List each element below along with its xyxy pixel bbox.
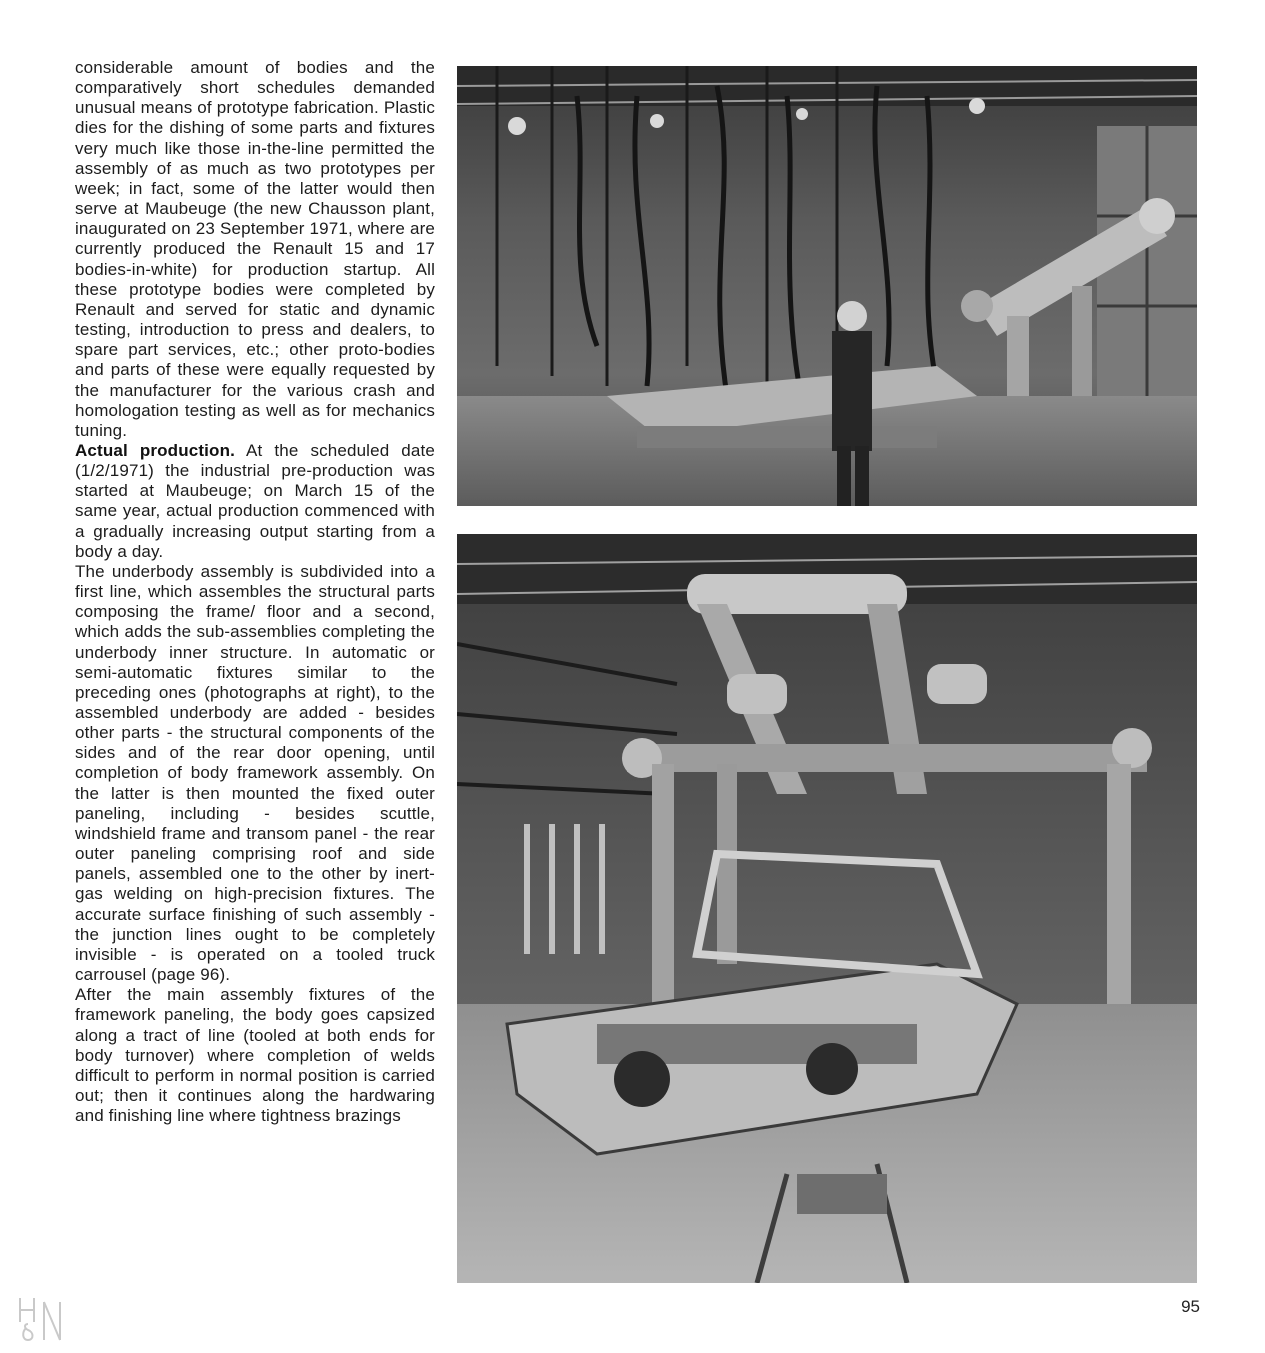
- page-number: 95: [1181, 1297, 1200, 1316]
- paragraph-body: At the scheduled date (1/2/1971) the industrial pre-production was started at Maubeuge; on March 15 of the same year, actual production commenced with a gradually increasing output starting from a body a day.: [75, 440, 435, 561]
- paragraph-framework-paneling: [75, 985, 435, 1126]
- paragraph-underbody-assembly: [75, 562, 435, 985]
- paragraph-actual-production: [75, 441, 435, 562]
- article-text-column: [75, 58, 435, 1126]
- welding-fixtures-illustration: [457, 66, 1197, 506]
- body-assembly-illustration: [457, 534, 1197, 1283]
- paragraph-body: After the main assembly fixtures of the framework paneling, the body goes capsized along a tract of line (tooled at both ends for body turnover) where completion of welds difficult to perform in normal position is carried out; then it continues along the hardwaring and finishing line where tightness brazings: [75, 985, 435, 1126]
- paragraph-heading: Actual production.: [75, 440, 235, 460]
- paragraph-body: considerable amount of bodies and the comparatively short schedules demanded unusual means of prototype fabrication. Plastic dies for the dishing of some parts and fixtures very much like those in-the-line permitted the assembly of as much as two prototypes per week; in fact, some of the latter would then serve at Maubeuge (the new Chausson plant, inaugurated on 23 September 1971, where are currently produced the Renault 15 and 17 bodies-in-white) for production startup. All these prototype bodies were completed by Renault and served for static and dynamic testing, introduction to press and dealers, to spare part services, etc.; other proto-bodies and parts of these were equally requested by the manufacturer for the various crash and homologation testing as well as for mechanics tuning.: [75, 58, 435, 440]
- photo-welding-fixtures: [457, 66, 1197, 506]
- paragraph-body: The underbody assembly is subdivided into a first line, which assembles the structural parts composing the frame/ floor and a second, which adds the sub-assemblies completing the underbody inner structure. In automatic or semi-automatic fixtures similar to the preceding ones (photographs at right), to the assembled underbody are added - besides other parts - the structural components of the sides and of the rear door opening, until completion of body framework assembly. On the latter is then mounted the fixed outer paneling, including - besides scuttle, windshield frame and transom panel - the rear outer paneling comprising roof and side panels, assembled one to the other by inert-gas welding on high-precision fixtures. The accurate surface finishing of such assembly - the junction lines ought to be completely invisible - is operated on a tooled truck carrousel (page 96).: [75, 561, 435, 985]
- hn-monogram-watermark: [14, 1292, 70, 1344]
- paragraph-prototypes: [75, 58, 435, 441]
- photo-body-assembly-line: [457, 534, 1197, 1283]
